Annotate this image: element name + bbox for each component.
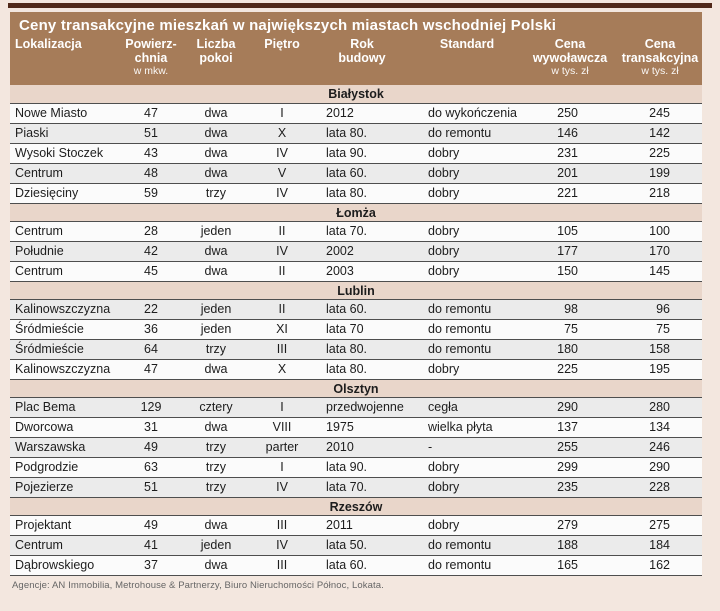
cell-rooms: dwa (204, 105, 228, 120)
cell-floor: X (277, 125, 287, 140)
cell-ask: 165 (557, 557, 578, 572)
cell-ask: 250 (557, 105, 578, 120)
section-header: Lublin (10, 281, 702, 299)
cell-sale: 218 (649, 185, 670, 200)
cell-location: Dziesięciny (15, 185, 79, 200)
cell-sale: 100 (649, 223, 670, 238)
cell-ask: 75 (564, 321, 578, 336)
table-row (10, 319, 702, 339)
cell-floor: III (276, 557, 288, 572)
cell-rooms: dwa (204, 263, 228, 278)
cell-area: 51 (144, 479, 158, 494)
cell-floor: I (280, 459, 284, 474)
cell-standard: dobry (428, 145, 460, 160)
cell-year: lata 80. (326, 185, 368, 200)
cell-year: 2002 (326, 243, 354, 258)
table-header (10, 12, 702, 85)
cell-rooms: dwa (204, 125, 228, 140)
cell-location: Piaski (15, 125, 49, 140)
cell-rooms: dwa (204, 361, 228, 376)
cell-year: lata 90. (326, 145, 368, 160)
cell-floor: IV (276, 537, 288, 552)
cell-floor: IV (276, 185, 288, 200)
table-row (10, 515, 702, 535)
column-header-row (10, 36, 702, 85)
cell-rooms: dwa (204, 165, 228, 180)
col-header-year: Rok budowy (338, 37, 386, 65)
cell-standard: do remontu (428, 321, 492, 336)
cell-floor: II (278, 301, 286, 316)
cell-standard: dobry (428, 479, 460, 494)
table-row (10, 183, 702, 203)
top-accent-bar (8, 3, 712, 8)
cell-year: 2011 (326, 517, 353, 532)
cell-area: 49 (144, 439, 158, 454)
table-row (10, 103, 702, 123)
col-header-standard: Standard (439, 37, 495, 51)
cell-area: 48 (144, 165, 158, 180)
source-note: Agencje: AN Immobilia, Metrohouse & Partnerzy, Biuro Nieruchomości Północ, Lokata. (12, 579, 384, 591)
cell-ask: 235 (557, 479, 578, 494)
cell-ask: 231 (557, 145, 578, 160)
table-row (10, 221, 702, 241)
cell-standard: do remontu (428, 557, 492, 572)
cell-rooms: jeden (200, 301, 232, 316)
cell-rooms: trzy (205, 479, 227, 494)
cell-sale: 184 (649, 537, 670, 552)
cell-ask: 279 (557, 517, 578, 532)
cell-year: 2012 (326, 105, 354, 120)
cell-standard: dobry (428, 165, 460, 180)
cell-area: 37 (144, 557, 158, 572)
cell-rooms: jeden (200, 223, 232, 238)
table-row (10, 299, 702, 319)
cell-area: 64 (144, 341, 158, 356)
cell-ask: 201 (557, 165, 578, 180)
cell-ask: 177 (557, 243, 578, 258)
cell-sale: 145 (649, 263, 670, 278)
cell-location: Kalinowszczyzna (15, 301, 111, 316)
cell-ask: 98 (564, 301, 578, 316)
cell-rooms: cztery (199, 399, 233, 414)
table-row (10, 241, 702, 261)
cell-standard: do remontu (428, 341, 492, 356)
section-header: Olsztyn (10, 379, 702, 397)
table-row (10, 143, 702, 163)
cell-floor: II (278, 223, 286, 238)
cell-standard: - (428, 439, 433, 454)
table-row (10, 261, 702, 281)
cell-floor: XI (276, 321, 288, 336)
cell-year: lata 80. (326, 361, 368, 376)
section-header: Białystok (10, 85, 702, 103)
cell-floor: II (278, 263, 286, 278)
cell-sale: 228 (649, 479, 670, 494)
col-header-area: Powierz- chnia w mkw. (125, 37, 177, 77)
cell-area: 49 (144, 517, 158, 532)
cell-area: 41 (144, 537, 158, 552)
cell-sale: 158 (649, 341, 670, 356)
cell-floor: III (276, 341, 288, 356)
cell-standard: do remontu (428, 125, 492, 140)
cell-ask: 150 (557, 263, 578, 278)
table-row (10, 437, 702, 457)
cell-year: lata 90. (326, 459, 368, 474)
cell-sale: 199 (649, 165, 670, 180)
col-header-sale-price: Cena transakcyjna w tys. zł (621, 37, 699, 77)
cell-year: lata 60. (326, 557, 368, 572)
cell-area: 36 (144, 321, 158, 336)
cell-location: Projektant (15, 517, 72, 532)
cell-location: Pojezierze (15, 479, 74, 494)
table-row (10, 535, 702, 555)
cell-standard: do wykończenia (428, 105, 517, 120)
cell-area: 31 (144, 419, 158, 434)
cell-year: lata 80. (326, 125, 368, 140)
table-body (10, 85, 702, 576)
cell-ask: 290 (557, 399, 578, 414)
cell-standard: cegła (428, 399, 458, 414)
section-header: Rzeszów (10, 497, 702, 515)
table-row (10, 163, 702, 183)
table-row (10, 397, 702, 417)
cell-floor: VIII (272, 419, 292, 434)
cell-rooms: trzy (205, 185, 227, 200)
cell-ask: 255 (557, 439, 578, 454)
cell-rooms: dwa (204, 419, 228, 434)
cell-rooms: jeden (200, 537, 232, 552)
cell-rooms: dwa (204, 145, 228, 160)
cell-floor: IV (276, 243, 288, 258)
table-row (10, 457, 702, 477)
cell-location: Śródmieście (15, 341, 84, 356)
cell-area: 59 (144, 185, 158, 200)
cell-ask: 188 (557, 537, 578, 552)
cell-year: lata 50. (326, 537, 368, 552)
cell-standard: dobry (428, 223, 460, 238)
cell-sale: 225 (649, 145, 670, 160)
cell-location: Południe (15, 243, 64, 258)
cell-rooms: trzy (205, 439, 227, 454)
cell-location: Centrum (15, 263, 63, 278)
table-row (10, 555, 702, 575)
cell-sale: 134 (649, 419, 670, 434)
cell-location: Centrum (15, 165, 63, 180)
cell-floor: IV (276, 479, 288, 494)
cell-standard: wielka płyta (428, 419, 493, 434)
cell-sale: 170 (649, 243, 670, 258)
cell-location: Centrum (15, 537, 63, 552)
section-header: Łomża (10, 203, 702, 221)
cell-area: 51 (144, 125, 158, 140)
table-row (10, 339, 702, 359)
cell-floor: I (280, 399, 284, 414)
cell-sale: 195 (649, 361, 670, 376)
cell-sale: 275 (649, 517, 670, 532)
cell-rooms: dwa (204, 517, 228, 532)
cell-standard: dobry (428, 185, 460, 200)
cell-rooms: trzy (205, 459, 227, 474)
table-row (10, 417, 702, 437)
cell-year: 2003 (326, 263, 354, 278)
cell-sale: 280 (649, 399, 670, 414)
cell-ask: 225 (557, 361, 578, 376)
cell-rooms: dwa (204, 243, 228, 258)
cell-ask: 137 (557, 419, 578, 434)
cell-location: Kalinowszczyzna (15, 361, 111, 376)
cell-standard: dobry (428, 263, 460, 278)
cell-floor: parter (265, 439, 299, 454)
cell-ask: 180 (557, 341, 578, 356)
table-title: Ceny transakcyjne mieszkań w największych miastach wschodniej Polski (19, 17, 557, 34)
cell-standard: dobry (428, 517, 460, 532)
cell-ask: 221 (557, 185, 578, 200)
cell-floor: I (280, 105, 284, 120)
table-row (10, 477, 702, 497)
cell-location: Dworcowa (15, 419, 74, 434)
cell-year: lata 70 (326, 321, 364, 336)
cell-location: Śródmieście (15, 321, 84, 336)
cell-ask: 299 (557, 459, 578, 474)
cell-rooms: jeden (200, 321, 232, 336)
cell-location: Nowe Miasto (15, 105, 88, 120)
cell-sale: 96 (656, 301, 670, 316)
cell-year: lata 80. (326, 341, 368, 356)
cell-sale: 246 (649, 439, 670, 454)
cell-standard: dobry (428, 459, 460, 474)
cell-ask: 105 (557, 223, 578, 238)
cell-area: 22 (144, 301, 158, 316)
table-row (10, 359, 702, 379)
col-header-location: Lokalizacja (15, 37, 82, 51)
price-table (10, 12, 702, 576)
cell-sale: 290 (649, 459, 670, 474)
cell-standard: do remontu (428, 537, 492, 552)
cell-year: lata 70. (326, 223, 368, 238)
cell-year: lata 60. (326, 165, 368, 180)
table-row (10, 123, 702, 143)
cell-area: 28 (144, 223, 158, 238)
cell-location: Plac Bema (15, 399, 76, 414)
cell-area: 63 (144, 459, 158, 474)
cell-floor: IV (276, 145, 288, 160)
cell-location: Wysoki Stoczek (15, 145, 104, 160)
cell-floor: X (277, 361, 287, 376)
cell-ask: 146 (557, 125, 578, 140)
cell-area: 47 (144, 105, 158, 120)
cell-sale: 245 (649, 105, 670, 120)
cell-sale: 75 (656, 321, 670, 336)
cell-year: lata 60. (326, 301, 368, 316)
cell-location: Warszawska (15, 439, 86, 454)
cell-rooms: trzy (205, 341, 227, 356)
cell-area: 129 (140, 399, 162, 414)
cell-standard: dobry (428, 361, 460, 376)
cell-year: 1975 (326, 419, 354, 434)
cell-area: 43 (144, 145, 158, 160)
cell-year: 2010 (326, 439, 354, 454)
cell-location: Podgrodzie (15, 459, 79, 474)
col-header-ask-price: Cena wywoławcza w tys. zł (532, 37, 608, 77)
cell-standard: dobry (428, 243, 460, 258)
cell-year: przedwojenne (326, 399, 404, 414)
cell-year: lata 70. (326, 479, 368, 494)
cell-sale: 142 (649, 125, 670, 140)
cell-sale: 162 (649, 557, 670, 572)
cell-area: 45 (144, 263, 158, 278)
cell-area: 42 (144, 243, 158, 258)
cell-floor: V (277, 165, 287, 180)
cell-area: 47 (144, 361, 158, 376)
cell-location: Centrum (15, 223, 63, 238)
col-header-rooms: Liczba pokoi (196, 37, 236, 65)
cell-location: Dąbrowskiego (15, 557, 95, 572)
cell-rooms: dwa (204, 557, 228, 572)
cell-floor: III (276, 517, 288, 532)
col-header-floor: Piętro (264, 37, 300, 51)
cell-standard: do remontu (428, 301, 492, 316)
